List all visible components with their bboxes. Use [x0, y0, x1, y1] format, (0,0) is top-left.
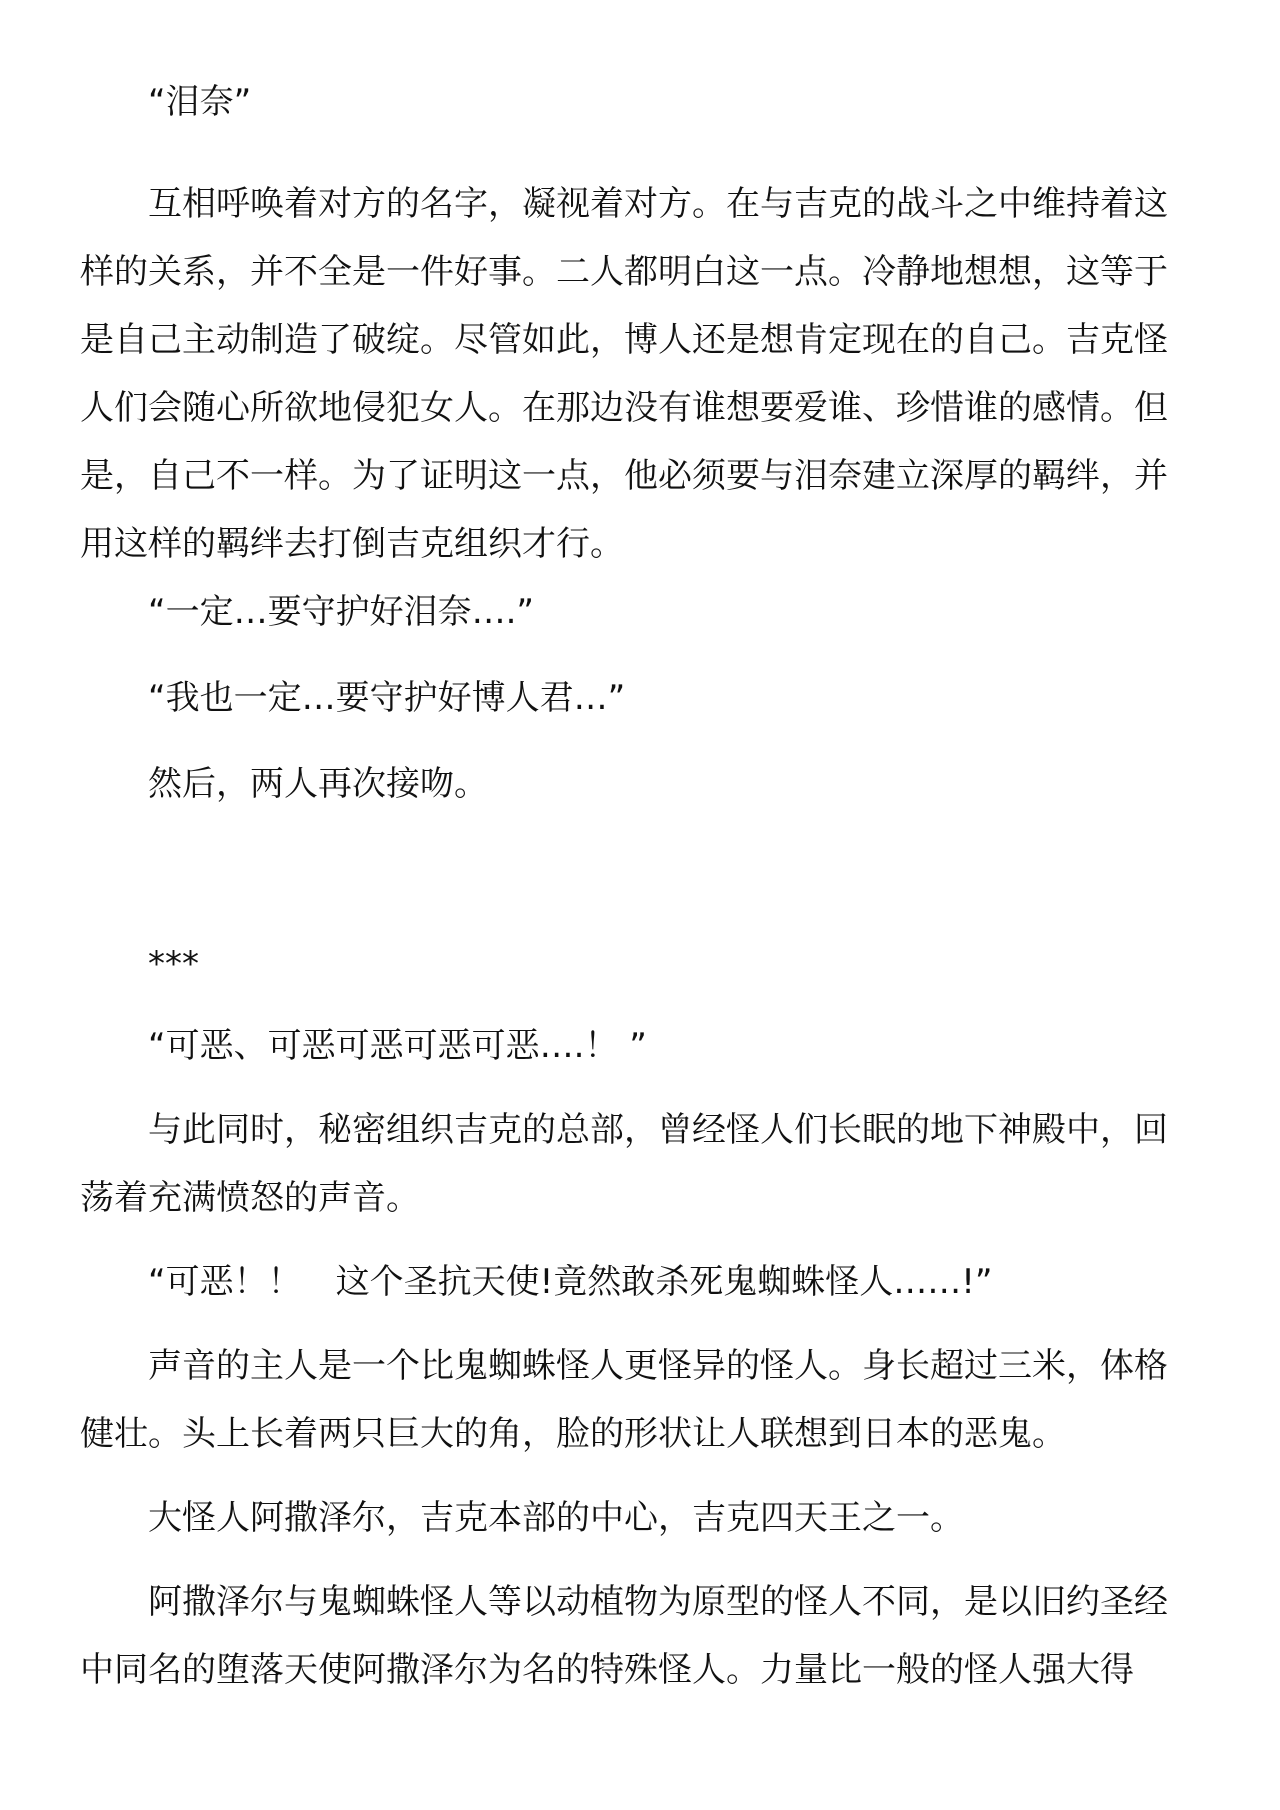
- scene-break: ***: [148, 944, 199, 984]
- paragraph: 声音的主人是一个比鬼蜘蛛怪人更怪异的怪人。身长超过三米，体格健壮。头上长着两只巨大的角，脸的形状让人联想到日本的恶鬼。: [80, 1346, 1168, 1454]
- paragraph: 与此同时，秘密组织吉克的总部，曾经怪人们长眠的地下神殿中，回荡着充满愤怒的声音。: [80, 1110, 1168, 1218]
- paragraph: 然后，两人再次接吻。: [148, 764, 488, 804]
- paragraph: “可恶！！ 这个圣抗天使!竟然敢杀死鬼蜘蛛怪人……!”: [148, 1262, 993, 1302]
- paragraph: “可恶、可恶可恶可恶可恶….！ ”: [148, 1026, 647, 1066]
- paragraph: 阿撒泽尔与鬼蜘蛛怪人等以动植物为原型的怪人不同，是以旧约圣经中同名的堕落天使阿撒泽尔为名的特殊怪人。力量比一般的怪人强大得: [80, 1582, 1168, 1690]
- paragraph: “一定…要守护好泪奈….”: [148, 592, 535, 632]
- paragraph: 大怪人阿撒泽尔，吉克本部的中心，吉克四天王之一。: [148, 1498, 964, 1538]
- paragraph: “泪奈”: [148, 82, 252, 122]
- paragraph: “我也一定…要守护好博人君…”: [148, 678, 626, 718]
- paragraph: 互相呼唤着对方的名字，凝视着对方。在与吉克的战斗之中维持着这样的关系，并不全是一件好事。二人都明白这一点。冷静地想想，这等于是自己主动制造了破绽。尽管如此，博人还是想肯定现在的自己。吉克怪人们会随心所欲地侵犯女人。在那边没有谁想要爱谁、珍惜谁的感情。但是，自己不一样。为了证明这一点，他必须要与泪奈建立深厚的羁绊，并用这样的羁绊去打倒吉克组织才行。: [80, 184, 1168, 564]
